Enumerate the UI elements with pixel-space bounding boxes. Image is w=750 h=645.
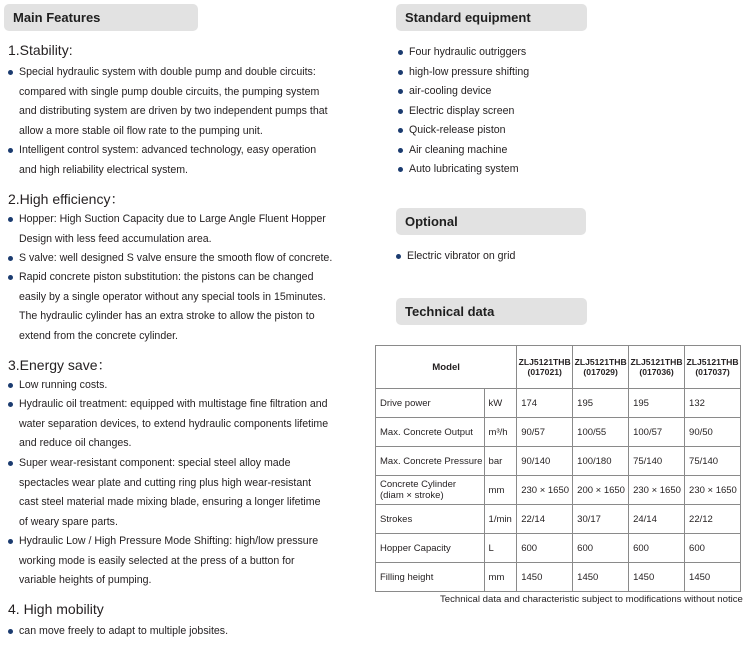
param-cell — [376, 563, 485, 592]
feature-item — [8, 622, 358, 642]
optional-header — [396, 208, 586, 235]
feature-line: cast steel material made mixing blade, ensuring a longer lifetime — [19, 496, 321, 508]
param-label: Filling height — [380, 571, 434, 583]
standard-item — [398, 63, 698, 83]
value-cell: 30/17 — [573, 505, 629, 534]
bullet-icon — [8, 70, 13, 75]
value-cell: 100/57 — [629, 418, 685, 447]
param-label: Strokes — [380, 513, 413, 525]
bullet-icon — [8, 402, 13, 407]
feature-item — [8, 249, 358, 269]
feature-line: compared with single pump double circuits, the pumping system — [19, 85, 320, 98]
value-cell: 600 — [517, 534, 573, 563]
unit-cell: m³/h — [484, 418, 517, 447]
value-cell: 600 — [629, 534, 685, 563]
bullet-icon — [398, 167, 403, 172]
value-cell: 195 — [629, 389, 685, 418]
bullet-icon — [8, 256, 13, 261]
feature-item — [8, 268, 358, 346]
feature-line: Hydraulic Low / High Pressure Mode Shifting: high/low pressure — [19, 535, 319, 547]
bullet-icon — [398, 148, 403, 153]
bullet-icon — [8, 383, 13, 388]
value-cell: 600 — [685, 534, 741, 563]
unit-cell: bar — [484, 447, 517, 476]
bullet-icon — [8, 217, 13, 222]
param-label: Hopper Capacity — [380, 542, 451, 554]
main-features-header — [4, 4, 198, 31]
standard-item-label: air-cooling device — [409, 85, 492, 97]
feature-line: allow a more stable oil flow rate to the pumping unit. — [19, 124, 263, 137]
feature-line: water separation devices, to extend hydraulic components lifetime — [19, 417, 329, 430]
main-features-title: Main Features — [13, 10, 101, 25]
value-cell: 230 × 1650 — [629, 476, 685, 505]
value-cell: 90/140 — [517, 447, 573, 476]
standard-item — [398, 160, 698, 180]
value-cell: 174 — [517, 389, 573, 418]
bullet-icon — [398, 109, 403, 114]
feature-item — [8, 63, 358, 141]
bullet-icon — [8, 148, 13, 153]
unit-cell: kW — [484, 389, 517, 418]
feature-line: and high reliability electrical system. — [19, 163, 188, 176]
feature-line: and distributing system are driven by two independent pumps that — [19, 105, 328, 117]
param-cell — [376, 505, 485, 534]
value-cell: 1450 — [685, 563, 741, 592]
value-cell: 100/55 — [573, 418, 629, 447]
table-row — [376, 389, 741, 418]
section-title: 2.High efficiency： — [8, 191, 125, 207]
standard-item — [398, 121, 698, 141]
param-cell — [376, 447, 485, 476]
value-cell: 1450 — [573, 563, 629, 592]
value-cell: 132 — [685, 389, 741, 418]
standard-item-label: Electric display screen — [409, 104, 515, 117]
model-header: ZLJ5121THB (017021) — [517, 346, 573, 389]
param-label: Max. Concrete Output — [380, 426, 473, 438]
bullet-icon — [398, 89, 403, 94]
feature-line: Hopper: High Suction Capacity due to Large Angle Fluent Hopper — [19, 213, 326, 225]
table-row — [376, 418, 741, 447]
value-cell: 100/180 — [573, 447, 629, 476]
standard-item — [398, 141, 698, 161]
table-row — [376, 563, 741, 592]
optional-item — [396, 247, 696, 267]
section-title: 1.Stability: — [8, 42, 73, 58]
feature-line: Super wear-resistant component: special steel alloy made — [19, 457, 291, 469]
bullet-icon — [8, 275, 13, 280]
param-cell — [376, 389, 485, 418]
feature-line: spectacles wear plate and cutting ring plus high wear-resistant — [19, 476, 312, 489]
unit-cell: L — [484, 534, 517, 563]
standard-item — [398, 102, 698, 122]
model-header: ZLJ5121THB (017037) — [685, 346, 741, 389]
value-cell: 75/140 — [685, 447, 741, 476]
feature-line: Low running costs. — [19, 379, 108, 391]
feature-line: variable heights of pumping. — [19, 574, 152, 586]
param-label: Max. Concrete Pressure — [380, 455, 483, 467]
value-cell: 75/140 — [629, 447, 685, 476]
feature-item — [8, 532, 358, 591]
table-row — [376, 505, 741, 534]
value-cell: 195 — [573, 389, 629, 418]
value-cell: 90/50 — [685, 418, 741, 447]
standard-item — [398, 82, 698, 102]
table-row — [376, 534, 741, 563]
unit-cell: mm — [484, 563, 517, 592]
value-cell: 200 × 1650 — [573, 476, 629, 505]
feature-item — [8, 210, 358, 249]
technical-data-header — [396, 298, 587, 325]
bullet-icon — [8, 629, 13, 634]
table-row — [376, 476, 741, 505]
feature-line: extend from the concrete cylinder. — [19, 329, 178, 342]
bullet-icon — [398, 128, 403, 133]
value-cell: 24/14 — [629, 505, 685, 534]
param-cell — [376, 418, 485, 447]
value-cell: 600 — [573, 534, 629, 563]
feature-item — [8, 395, 358, 454]
feature-line: Intelligent control system: advanced technology, easy operation — [19, 144, 317, 156]
value-cell: 22/14 — [517, 505, 573, 534]
bullet-icon — [396, 254, 401, 259]
feature-line: of weary spare parts. — [19, 515, 118, 528]
feature-line: and reduce oil changes. — [19, 437, 132, 449]
value-cell: 230 × 1650 — [685, 476, 741, 505]
feature-item — [8, 376, 358, 396]
value-cell: 230 × 1650 — [517, 476, 573, 505]
param-label: Drive power — [380, 397, 431, 409]
standard-item-label: Four hydraulic outriggers — [409, 46, 527, 58]
bullet-icon — [8, 461, 13, 466]
bullet-icon — [8, 539, 13, 544]
table-row — [376, 447, 741, 476]
feature-line: can move freely to adapt to multiple jobsites. — [19, 625, 229, 637]
value-cell: 1450 — [629, 563, 685, 592]
param-cell — [376, 476, 485, 505]
section-title: 3.Energy save： — [8, 357, 112, 373]
unit-cell: 1/min — [484, 505, 517, 534]
technical-note: Technical data and characteristic subject to modifications without notice — [440, 594, 743, 605]
param-label: (diam × stroke) — [380, 490, 444, 501]
feature-line: S valve: well designed S valve ensure the smooth flow of concrete. — [19, 252, 333, 264]
standard-equipment-header — [396, 4, 587, 31]
model-header: ZLJ5121THB (017029) — [573, 346, 629, 389]
standard-item-label: Auto lubricating system — [409, 163, 519, 175]
feature-line: working mode is easily selected at the press of a button for — [19, 554, 295, 567]
model-column-header: Model — [376, 346, 517, 389]
standard-item-label: high-low pressure shifting — [409, 65, 530, 78]
feature-line: easily by a single operator without any special tools in 15minutes. — [19, 290, 326, 303]
unit-cell: mm — [484, 476, 517, 505]
section-title: 4. High mobility — [8, 601, 104, 617]
param-label: Concrete Cylinder — [380, 479, 457, 490]
optional-item-label: Electric vibrator on grid — [407, 250, 516, 262]
feature-line: Rapid concrete piston substitution: the pistons can be changed — [19, 271, 314, 283]
bullet-icon — [398, 50, 403, 55]
model-header: ZLJ5121THB (017036) — [629, 346, 685, 389]
standard-item-label: Air cleaning machine — [409, 143, 508, 156]
value-cell: 90/57 — [517, 418, 573, 447]
feature-line: Design with less feed accumulation area. — [19, 232, 212, 245]
standard-item — [398, 43, 698, 63]
bullet-icon — [398, 70, 403, 75]
technical-data-table — [375, 345, 741, 592]
optional-title: Optional — [405, 214, 458, 229]
feature-item — [8, 141, 358, 180]
feature-line: Special hydraulic system with double pump and double circuits: — [19, 66, 316, 78]
standard-equipment-title: Standard equipment — [405, 10, 531, 25]
technical-data-title: Technical data — [405, 304, 495, 319]
standard-item-label: Quick-release piston — [409, 124, 506, 136]
value-cell: 1450 — [517, 563, 573, 592]
feature-item — [8, 454, 358, 532]
param-cell — [376, 534, 485, 563]
value-cell: 22/12 — [685, 505, 741, 534]
feature-line: Hydraulic oil treatment: equipped with multistage fine filtration and — [19, 398, 328, 410]
feature-line: The hydraulic cylinder has an extra stroke to allow the piston to — [19, 310, 315, 322]
